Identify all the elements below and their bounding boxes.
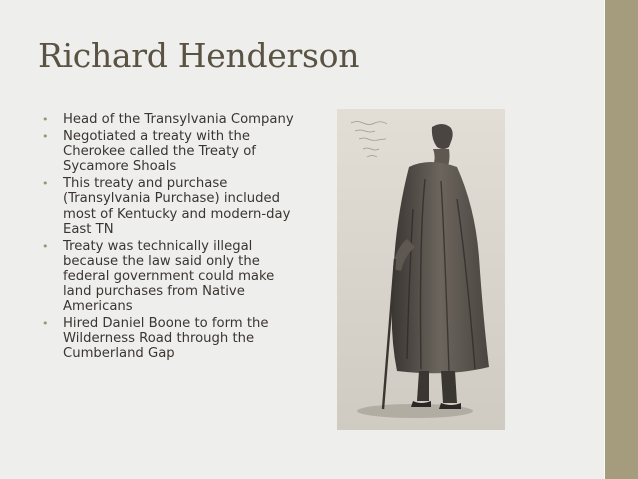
slide-title: Richard Henderson xyxy=(38,36,360,75)
accent-bar-edge xyxy=(604,0,605,479)
bullet-text: Head of the Transylvania Company xyxy=(63,112,294,127)
bullet-icon: • xyxy=(42,130,49,144)
bullet-text: Hired Daniel Boone to form the Wilderness Road through the Cumberland Gap xyxy=(63,316,269,362)
portrait-sketch-icon xyxy=(337,109,505,430)
bullet-text: Treaty was technically illegal because the law said only the federal government could make land purchases from Native Americans xyxy=(63,238,275,315)
bullet-icon: • xyxy=(42,239,49,253)
bullet-list xyxy=(38,112,298,364)
bullet-text: This treaty and purchase (Transylvania Purchase) included most of Kentucky and modern-day East TN xyxy=(63,176,291,237)
bullet-icon: • xyxy=(42,113,49,126)
portrait-image xyxy=(337,109,505,430)
bullet-icon: • xyxy=(42,177,49,191)
list-item xyxy=(38,239,298,314)
list-item xyxy=(38,129,298,174)
bullet-text: Negotiated a treaty with the Cherokee called the Treaty of Sycamore Shoals xyxy=(63,129,256,175)
list-item xyxy=(38,112,298,127)
accent-bar xyxy=(604,0,638,479)
bullet-icon: • xyxy=(42,317,49,331)
list-item xyxy=(38,316,298,361)
list-item xyxy=(38,176,298,236)
